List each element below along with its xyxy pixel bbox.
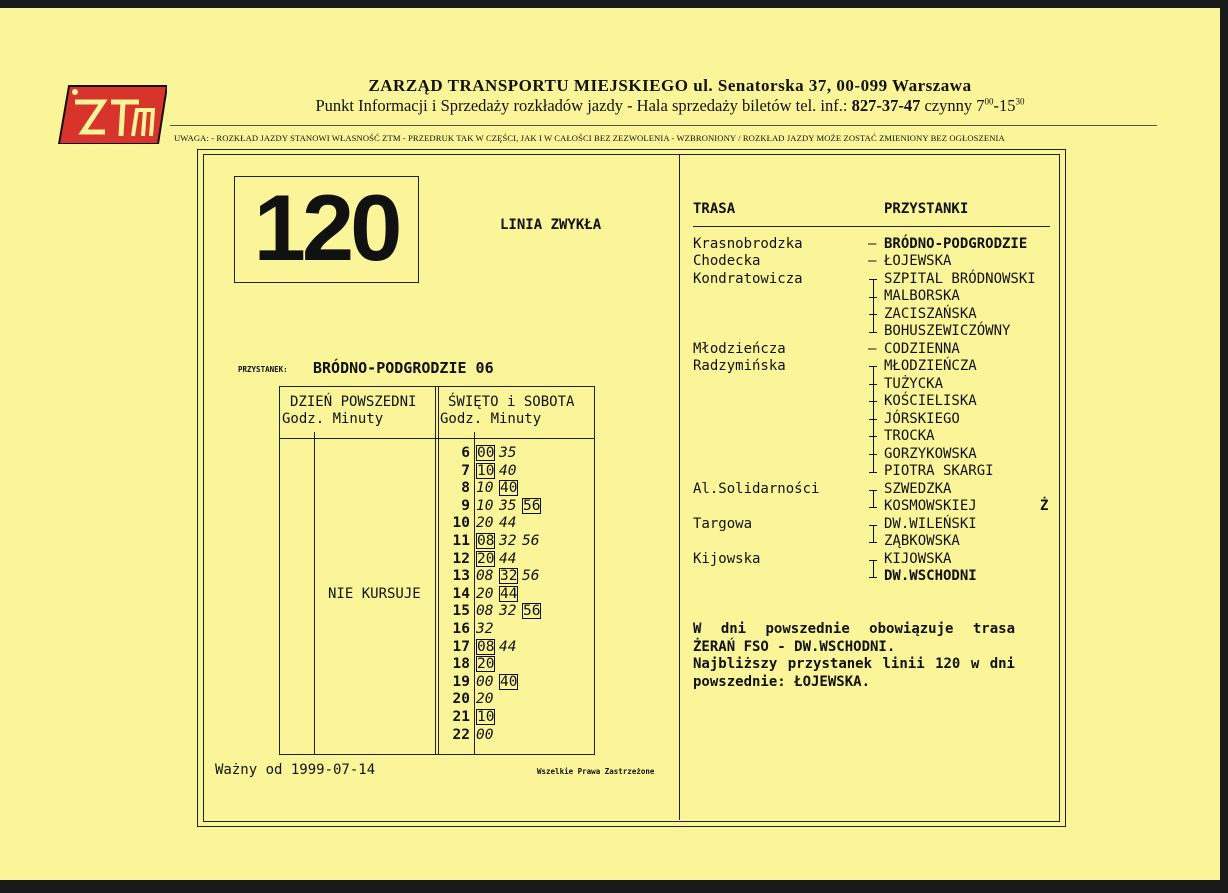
route-stop: TROCKA (884, 428, 935, 444)
info-phone: 827-37-47 (851, 96, 921, 115)
info-prefix: Punkt Informacji i Sprzedaży rozkładów jazdy - Hala sprzedaży biletów tel. inf.: (315, 96, 852, 115)
departure-minute: 40 (499, 462, 517, 479)
departure-minute-marked: 20 (477, 550, 495, 567)
timetable-hour-rule (314, 432, 315, 754)
weekday-subheader: Godz. Minuty (282, 411, 384, 427)
route-tick (869, 297, 877, 298)
route-note-line: Najbliższy przystanek linii 120 w dni (693, 656, 1015, 672)
departure-hour: 12 (452, 550, 470, 567)
departure-minute: 20 (476, 691, 494, 708)
departure-minute-marked: 00 (477, 445, 495, 461)
departure-minute-marked: 08 (477, 638, 495, 655)
departure-minutes (476, 568, 545, 584)
departure-minute-marked: 32 (500, 568, 518, 585)
route-street-header: TRASA (693, 201, 736, 217)
route-tick (869, 279, 877, 280)
departure-minutes (476, 727, 499, 743)
departure-minutes (476, 691, 499, 707)
departure-minute: 00 (476, 726, 494, 743)
departure-minutes (476, 533, 545, 549)
departure-minutes (476, 498, 545, 514)
route-stop: ZACISZAŃSKA (884, 306, 977, 322)
route-street: Targowa (693, 516, 753, 532)
route-stop: ŁOJEWSKA (884, 253, 952, 269)
timetable-hour-rule (474, 432, 475, 754)
route-stop: SZWEDZKA (884, 481, 952, 497)
stop-label: PRZYSTANEK: (238, 365, 288, 374)
departure-hour: 6 (461, 445, 470, 461)
departure-minute: 56 (522, 533, 540, 549)
route-dash: – (868, 253, 877, 269)
route-tick (869, 577, 877, 578)
departure-hour: 9 (461, 497, 470, 514)
org-header: ZARZĄD TRANSPORTU MIEJSKIEGO ul. Senatorska 37, 00-099 Warszawa (368, 76, 972, 95)
departure-minute-marked: 20 (477, 656, 495, 673)
stop-request-flag: Ż (1040, 498, 1049, 514)
timetable-sheet (0, 8, 1220, 880)
line-number: 120 (253, 175, 399, 280)
departure-minute: 35 (499, 445, 517, 461)
stop-name: BRÓDNO-PODGRODZIE 06 (313, 359, 494, 377)
route-stop: TUŻYCKA (884, 376, 944, 392)
hours-sup-2: 30 (1015, 96, 1025, 107)
departure-minute: 44 (499, 515, 517, 532)
timetable-header-rule (279, 438, 594, 439)
route-tick (869, 490, 877, 491)
departure-minute-marked: 08 (477, 533, 495, 549)
departure-minute-marked: 56 (523, 497, 541, 514)
departure-minute: 08 (476, 603, 494, 620)
route-tick (869, 560, 877, 561)
route-stop: JÓRSKIEGO (884, 411, 960, 427)
route-street: Radzymińska (693, 358, 786, 374)
valid-from: Ważny od 1999-07-14 (215, 762, 376, 778)
departure-minutes (476, 621, 499, 637)
departure-minutes (476, 480, 522, 496)
route-stop: BOHUSZEWICZÓWNY (884, 323, 1011, 339)
route-bracket (873, 490, 874, 507)
route-stop: KIJOWSKA (884, 551, 952, 567)
departure-minute: 32 (476, 621, 494, 637)
departure-hour: 21 (452, 709, 470, 725)
departure-minutes (476, 463, 522, 479)
route-stop: DW.WSCHODNI (884, 568, 977, 584)
route-street: Krasnobrodzka (693, 236, 803, 252)
route-stop: BRÓDNO-PODGRODZIE (884, 236, 1028, 252)
route-stop: PIOTRA SKARGI (884, 463, 994, 479)
departure-hour: 16 (452, 621, 470, 637)
route-tick (869, 314, 877, 315)
departure-hour: 10 (452, 515, 470, 532)
departure-minutes (476, 586, 522, 602)
departure-minute-marked: 10 (477, 462, 495, 479)
departure-minute: 10 (476, 497, 494, 514)
departure-minute-marked: 44 (500, 585, 518, 602)
route-bracket (873, 279, 874, 332)
departure-minutes (476, 551, 522, 567)
route-note-line: W dni powszednie obowiązuje trasa (693, 621, 1015, 637)
route-note-line: powszednie: ŁOJEWSKA. (693, 674, 871, 690)
route-street: Chodecka (693, 253, 761, 269)
route-stops-header: PRZYSTANKI (884, 201, 969, 217)
route-stop: DW.WILEŃSKI (884, 516, 977, 532)
route-dash: – (868, 236, 877, 252)
departure-minutes (476, 674, 522, 690)
line-type: LINIA ZWYKŁA (500, 217, 602, 233)
timetable-col-rule (435, 386, 436, 754)
route-tick (869, 436, 877, 437)
timetable-box (279, 386, 595, 755)
hours-sup-1: 00 (984, 96, 994, 107)
notice-text: UWAGA: - ROZKŁAD JAZDY STANOWI WŁASNOŚĆ ZTM - PRZEDRUK TAK W CZĘŚCI, JAK I W CAŁOŚCI BEZ ZEZWOLENIA - WZBRONIONY / ROZKŁAD JAZDY MOŻE ZOSTAĆ ZMIENIONY BEZ OGŁOSZENIA (174, 133, 1005, 143)
departure-minute-marked: 56 (523, 603, 541, 620)
route-note-line: ŻERAŃ FSO - DW.WSCHODNI. (693, 639, 896, 655)
departure-minute: 32 (499, 533, 517, 549)
route-bracket (873, 560, 874, 577)
departure-hour: 14 (452, 585, 470, 602)
route-street: Al.Solidarności (693, 481, 820, 497)
route-street: Kijowska (693, 551, 761, 567)
route-bracket (873, 525, 874, 542)
route-stop: GORZYKOWSKA (884, 446, 977, 462)
departure-minute: 44 (499, 638, 517, 655)
departure-minutes (476, 603, 545, 619)
departure-minute-marked: 10 (477, 709, 495, 725)
weekday-no-service: NIE KURSUJE (328, 586, 421, 602)
info-line (240, 96, 1100, 116)
departure-minutes (476, 639, 522, 655)
departure-minute: 35 (499, 497, 517, 514)
route-tick (869, 542, 877, 543)
route-stop: KOŚCIELISKA (884, 393, 977, 409)
departure-minute: 56 (522, 568, 540, 585)
route-dash: – (868, 341, 877, 357)
weekend-header: ŚWIĘTO i SOBOTA (448, 394, 575, 410)
route-stop: KOSMOWSKIEJ (884, 498, 977, 514)
route-street: Młodzieńcza (693, 341, 786, 357)
departure-hour: 15 (452, 603, 470, 620)
route-tick (869, 419, 877, 420)
route-tick (869, 472, 877, 473)
departure-minutes (476, 709, 499, 725)
weekend-subheader: Godz. Minuty (440, 411, 542, 427)
departure-minute: 08 (476, 568, 494, 585)
route-street: Kondratowicza (693, 271, 803, 287)
departure-minute: 20 (476, 515, 494, 532)
departure-hour: 7 (461, 462, 470, 479)
departure-hour: 13 (452, 568, 470, 585)
departure-hour: 11 (452, 533, 470, 549)
departure-minute: 32 (499, 603, 517, 620)
departure-minute: 10 (476, 480, 494, 497)
weekday-header: DZIEŃ POWSZEDNI (290, 394, 417, 410)
departure-hour: 22 (452, 726, 470, 743)
departure-hour: 18 (452, 656, 470, 673)
route-tick (869, 507, 877, 508)
departure-hour: 17 (452, 638, 470, 655)
departure-minute-marked: 40 (500, 480, 518, 497)
departure-minute: 44 (499, 550, 517, 567)
route-tick (869, 454, 877, 455)
route-tick (869, 525, 877, 526)
info-hours: czynny 7 (920, 96, 985, 115)
route-stop: SZPITAL BRÓDNOWSKI (884, 271, 1036, 287)
rights-note: Wszelkie Prawa Zastrzeżone (537, 767, 655, 776)
departure-hour: 19 (452, 673, 470, 690)
departure-minutes (476, 515, 522, 531)
departure-hour: 20 (452, 691, 470, 708)
timetable-col-rule (438, 386, 439, 754)
header-rule (170, 125, 1157, 126)
route-tick (869, 384, 877, 385)
departure-hour: 8 (461, 480, 470, 497)
departure-minutes (476, 445, 522, 461)
departure-minutes (476, 656, 499, 672)
hours-mid: -15 (993, 96, 1016, 115)
route-tick (869, 401, 877, 402)
route-stop: ZĄBKOWSKA (884, 533, 960, 549)
departure-minute: 00 (476, 673, 494, 690)
route-stop: CODZIENNA (884, 341, 960, 357)
departure-minute: 20 (476, 585, 494, 602)
departure-minute-marked: 40 (500, 673, 518, 690)
panel-divider (679, 154, 680, 820)
route-header-rule (693, 226, 1050, 227)
ztm-logo (55, 80, 167, 144)
route-tick (869, 366, 877, 367)
route-stop: MŁODZIEŃCZA (884, 358, 977, 374)
route-stop: MALBORSKA (884, 288, 960, 304)
route-tick (869, 332, 877, 333)
